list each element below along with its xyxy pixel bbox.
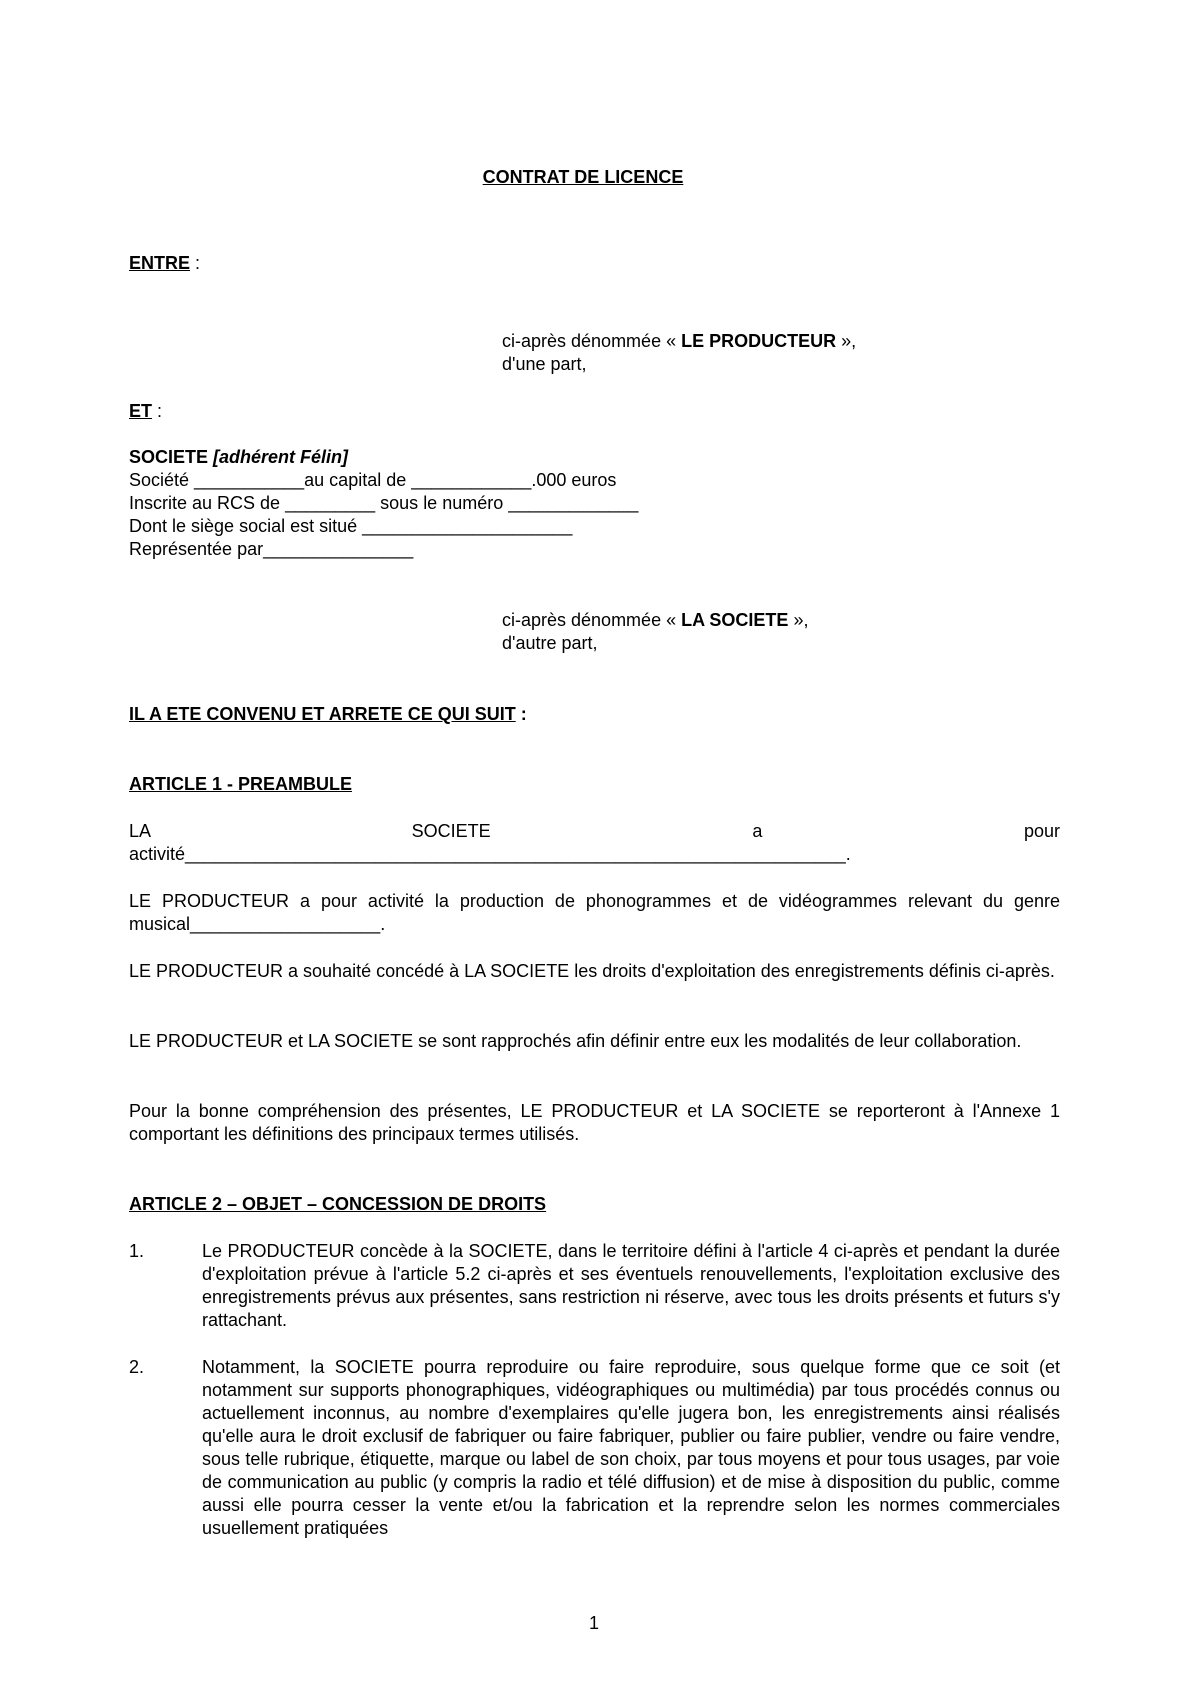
convenu-heading — [129, 703, 527, 726]
list-item-number: 1. — [129, 1241, 145, 1261]
societe-suffix: », — [788, 610, 809, 630]
article-1-p1-line1: LA SOCIETE a pour — [129, 821, 1060, 841]
entre-heading — [129, 252, 200, 275]
societe-title-italic: [adhérent Félin] — [213, 447, 349, 467]
societe-line-3: Dont le siège social est situé _____________________ — [129, 516, 573, 536]
convenu-colon: : — [515, 704, 527, 724]
societe-line-1: Société ___________au capital de ____________.000 euros — [129, 470, 617, 490]
entre-label: ENTRE — [129, 253, 191, 273]
societe-title — [129, 446, 348, 469]
societe-prefix: ci-après dénommée « — [502, 610, 682, 630]
article-1-heading: ARTICLE 1 - PREAMBULE — [129, 774, 353, 794]
societe-name: LA SOCIETE — [681, 610, 789, 630]
et-heading — [129, 400, 162, 423]
producteur-suffix: », — [836, 331, 857, 351]
article-1-p5: Pour la bonne compréhension des présentes, LE PRODUCTEUR et LA SOCIETE se reporteront à l'Annexe 1 comportant les définitions des principaux termes utilisés. — [129, 1101, 1060, 1144]
autre-part: d'autre part, — [502, 633, 598, 653]
et-label: ET — [129, 401, 153, 421]
list-item-text: Notamment, la SOCIETE pourra reproduire ou faire reproduire, sous quelque forme que ce soit (et notamment sur supports phonographiques, vidéographiques ou multimédia) par tous procédés connus ou actuellement inconnus, au nombre d'exemplaires qu'elle jugera bon, les enregistrements ainsi réalisés qu'elle aura le droit exclusif de fabriquer ou faire fabriquer, publier ou faire publier, vendre ou faire vendre, sous telle rubrique, étiquette, marque ou label de son choix, par tous moyens et pour tous usages, par voie de communication au public (y compris la radio et télé diffusion) et de mise à disposition du public, comme aussi elle pourra cesser la vente et/ou la fabrication et la reprendre selon les normes commerciales usuellement pratiquées — [202, 1357, 1060, 1538]
une-part: d'une part, — [502, 354, 587, 374]
producteur-name: LE PRODUCTEUR — [681, 331, 837, 351]
producteur-prefix: ci-après dénommée « — [502, 331, 682, 351]
entre-colon: : — [190, 253, 201, 273]
page-number: 1 — [588, 1613, 599, 1633]
producteur-designation — [502, 330, 856, 353]
list-item-number: 2. — [129, 1357, 145, 1377]
convenu-text: IL A ETE CONVENU ET ARRETE CE QUI SUIT — [129, 704, 516, 724]
societe-line-4: Représentée par_______________ — [129, 539, 414, 559]
article-1-p3: LE PRODUCTEUR a souhaité concédé à LA SOCIETE les droits d'exploitation des enregistrements définis ci-après. — [129, 961, 1055, 981]
article-2-heading: ARTICLE 2 – OBJET – CONCESSION DE DROITS — [129, 1194, 547, 1214]
societe-line-2: Inscrite au RCS de _________ sous le numéro _____________ — [129, 493, 639, 513]
article-1-p2: LE PRODUCTEUR a pour activité la production de phonogrammes et de vidéogrammes relevant du genre musical___________________. — [129, 891, 1060, 934]
list-item-text: Le PRODUCTEUR concède à la SOCIETE, dans le territoire défini à l'article 4 ci-après et pendant la durée d'exploitation prévue à l'article 5.2 ci-après et ses éventuels renouvellements, l'exploitation exclusive des enregistrements prévus aux présentes, sans restriction ni réserve, avec tous les droits présents et futurs s'y rattachant. — [202, 1241, 1060, 1330]
societe-designation — [502, 609, 808, 632]
et-colon: : — [152, 401, 163, 421]
article-1-p4: LE PRODUCTEUR et LA SOCIETE se sont rapprochés afin définir entre eux les modalités de leur collaboration. — [129, 1031, 1022, 1051]
document-title: CONTRAT DE LICENCE — [482, 167, 684, 187]
article-1-p1-line2: activité__________________________________________________________________. — [129, 844, 851, 864]
societe-title-bold: SOCIETE — [129, 447, 214, 467]
